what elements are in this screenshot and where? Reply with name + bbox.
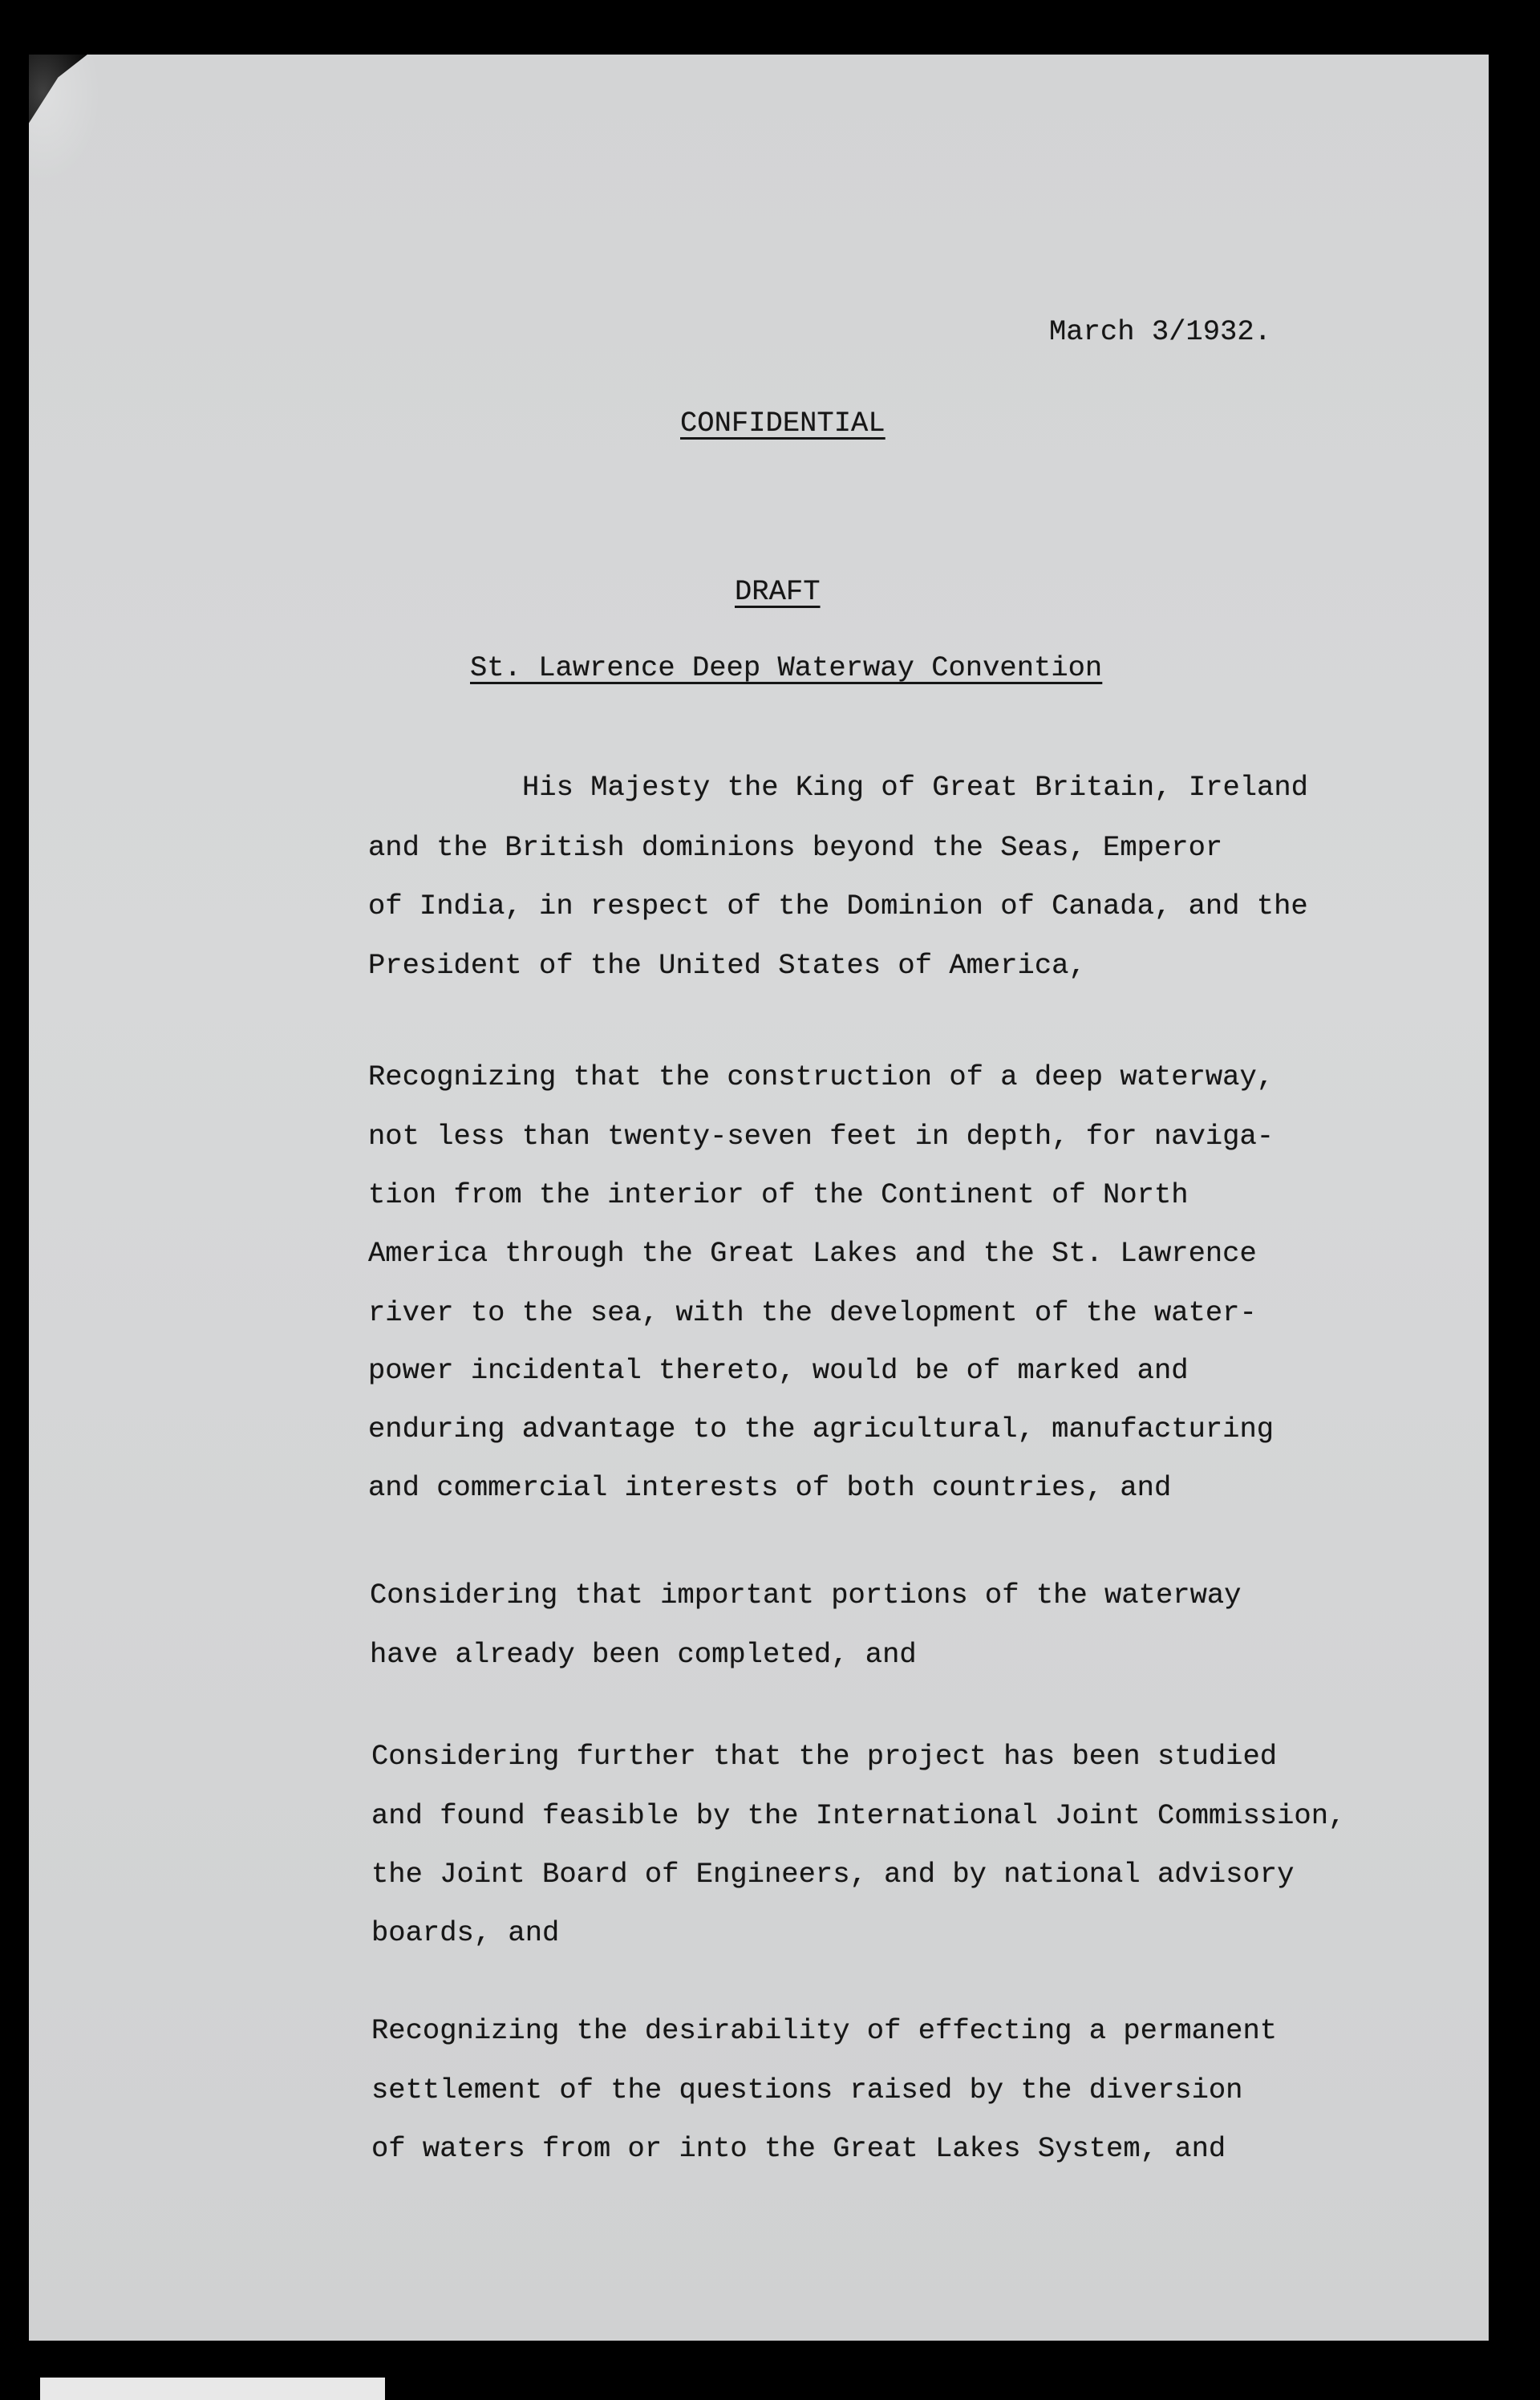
paragraph-line: have already been completed, and (370, 1638, 917, 1671)
draft-heading: DRAFT (735, 575, 821, 608)
film-edge-label (40, 2378, 385, 2400)
paragraph-line: of waters from or into the Great Lakes System, and (371, 2132, 1226, 2165)
paragraph-line: President of the United States of America, (368, 949, 1086, 982)
document-title: St. Lawrence Deep Waterway Convention (470, 651, 1103, 684)
paragraph-line: enduring advantage to the agricultural, manufacturing (368, 1413, 1275, 1445)
page-corner-wear (29, 55, 101, 183)
paragraph-line: river to the sea, with the development of the water- (368, 1296, 1257, 1329)
paragraph-line: and commercial interests of both countries, and (368, 1471, 1172, 1504)
document-date: March 3/1932. (1049, 315, 1271, 348)
paragraph-line: Recognizing that the construction of a deep waterway, (368, 1060, 1275, 1093)
paragraph-line: tion from the interior of the Continent of North (368, 1178, 1189, 1211)
paragraph-line: boards, and (371, 1916, 560, 1949)
paragraph-line: Recognizing the desirability of effecting a permanent (371, 2014, 1278, 2047)
paragraph-line: not less than twenty-seven feet in depth, for naviga- (368, 1120, 1275, 1153)
paragraph-line: and found feasible by the International Joint Commission, (371, 1799, 1346, 1832)
paragraph-line: Considering further that the project has been studied (371, 1740, 1278, 1773)
paragraph-line: settlement of the questions raised by the diversion (371, 2074, 1243, 2106)
paragraph-line: His Majesty the King of Great Britain, Ireland (522, 771, 1308, 804)
paragraph-line: America through the Great Lakes and the St. Lawrence (368, 1237, 1257, 1270)
paragraph-line: and the British dominions beyond the Seas, Emperor (368, 831, 1223, 864)
classification-heading: CONFIDENTIAL (680, 407, 886, 440)
paragraph-line: power incidental thereto, would be of marked and (368, 1354, 1189, 1387)
paragraph-line: of India, in respect of the Dominion of Canada, and the (368, 890, 1308, 922)
paragraph-line: the Joint Board of Engineers, and by national advisory (371, 1858, 1295, 1891)
paragraph-line: Considering that important portions of the waterway (370, 1579, 1242, 1611)
